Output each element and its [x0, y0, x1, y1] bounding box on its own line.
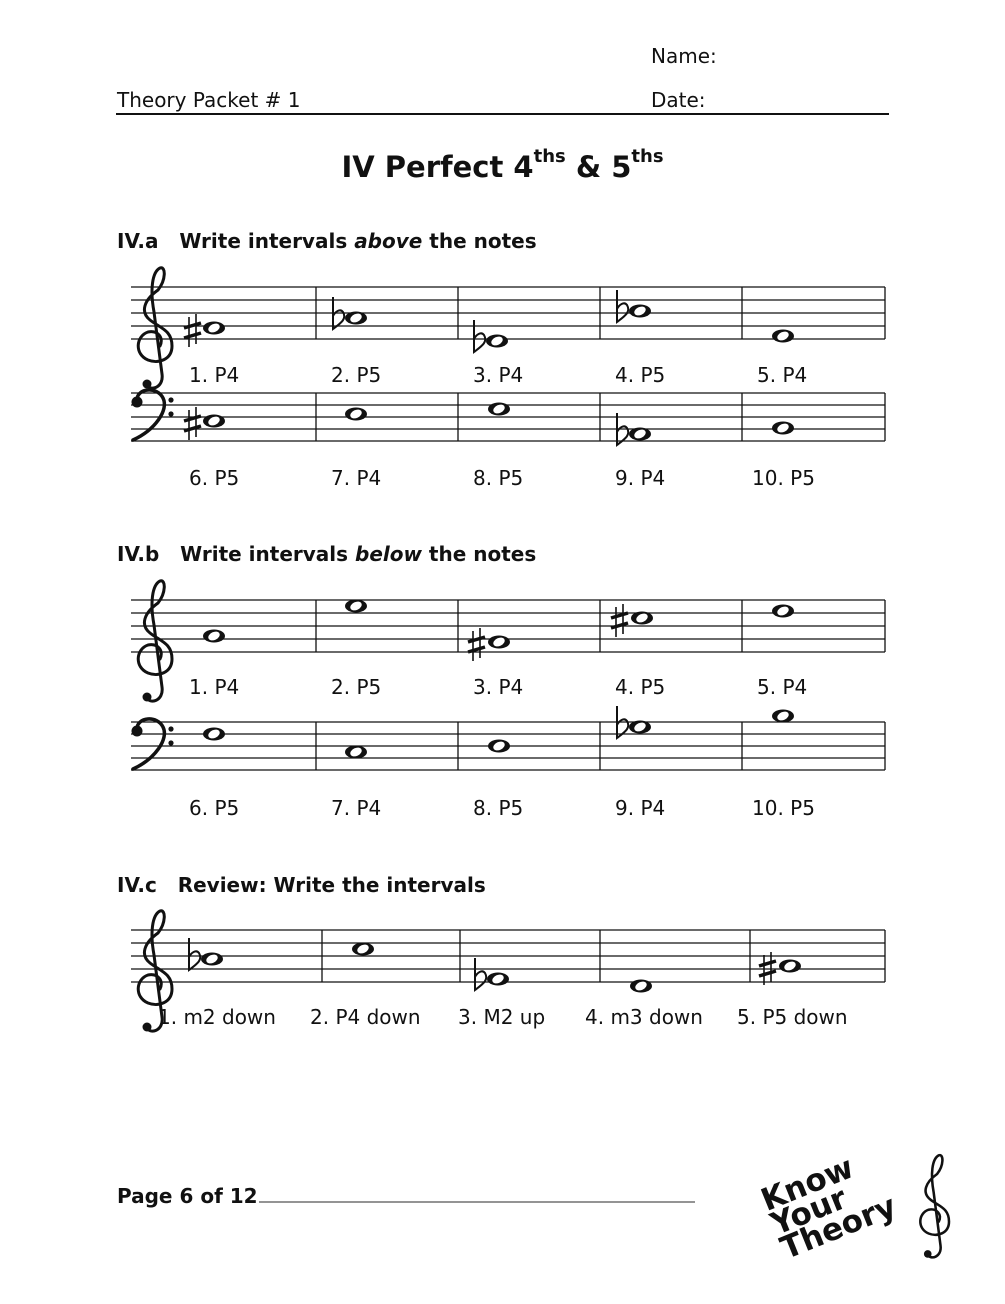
logo-treble-clef-icon: [920, 1155, 949, 1258]
treble-clef-icon: [138, 581, 172, 702]
exercise-label: 3. P4: [473, 363, 524, 387]
date-label: Date:: [651, 88, 706, 112]
exercise-label: 8. P5: [473, 466, 524, 490]
exercise-label: 7. P4: [331, 796, 382, 820]
notes-b-bass: [203, 706, 794, 759]
exercise-label: 1. m2 down: [158, 1005, 276, 1029]
treble-clef-icon: [138, 268, 172, 389]
exercise-label: 4. P5: [615, 363, 666, 387]
exercise-label: 3. P4: [473, 675, 524, 699]
staff-c-treble: [131, 930, 885, 982]
staff-a-treble: [131, 287, 885, 339]
exercise-label: 2. P5: [331, 675, 382, 699]
exercise-label: 1. P4: [189, 675, 240, 699]
section-b-heading: IV.b Write intervals below the notes: [117, 542, 537, 566]
notes-c-treble: [189, 938, 801, 993]
exercise-label: 6. P5: [189, 796, 240, 820]
logo-text: Know Your Theory: [756, 1149, 902, 1267]
exercise-label: 10. P5: [752, 466, 815, 490]
exercise-label: 7. P4: [331, 466, 382, 490]
notes-a-treble: [184, 290, 794, 352]
exercise-label: 10. P5: [752, 796, 815, 820]
exercise-label: 3. M2 up: [458, 1005, 546, 1029]
staff-a-bass: [131, 393, 885, 441]
notes-a-bass: [184, 403, 794, 446]
name-label: Name:: [651, 44, 717, 68]
exercise-label: 6. P5: [189, 466, 240, 490]
exercise-label: 5. P5 down: [737, 1005, 848, 1029]
exercise-label: 4. m3 down: [585, 1005, 703, 1029]
exercise-label: 9. P4: [615, 796, 666, 820]
exercise-label: 1. P4: [189, 363, 240, 387]
bass-clef-icon: [132, 390, 174, 440]
packet-title: Theory Packet # 1: [117, 88, 301, 112]
bass-clef-icon: [132, 719, 174, 769]
page-title: IV Perfect $4^{ths}$ & $5^{ths}$: [341, 146, 664, 184]
exercise-label: 8. P5: [473, 796, 524, 820]
exercise-label: 9. P4: [615, 466, 666, 490]
section-a-heading: IV.a Write intervals above the notes: [117, 229, 537, 253]
exercise-label: 2. P5: [331, 363, 382, 387]
exercise-label: 2. P4 down: [310, 1005, 421, 1029]
exercise-label: 4. P5: [615, 675, 666, 699]
section-c-heading: IV.c Review: Write the intervals: [117, 873, 486, 897]
exercise-label: 5. P4: [757, 363, 808, 387]
exercise-label: 5. P4: [757, 675, 808, 699]
page-number: Page 6 of 12: [117, 1184, 258, 1208]
